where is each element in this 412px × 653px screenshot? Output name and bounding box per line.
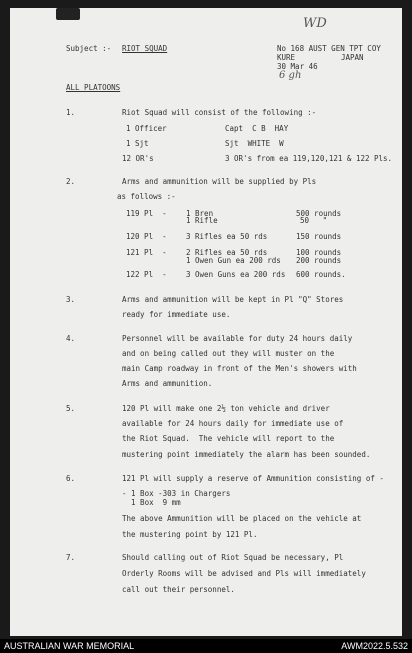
para-2-line: Arms and ammunition will be supplied by Pls <box>122 177 317 186</box>
unit-country: JAPAN <box>341 53 364 62</box>
para-7-line: call out their personnel. <box>122 585 235 594</box>
arms-rounds: 200 rounds <box>296 256 342 265</box>
squad-count: 1 Sjt <box>126 139 149 148</box>
arms-item: 3 Owen Guns ea 200 rds <box>186 270 286 279</box>
para-6-line: - 1 Box -303 in Chargers <box>122 489 231 498</box>
para-4-line: and on being called out they will muster on the <box>122 349 335 358</box>
arms-platoon: 119 Pl - <box>126 209 167 218</box>
para-7-line: Orderly Rooms will be advised and Pls will immediately <box>122 569 366 578</box>
arms-platoon: 120 Pl - <box>126 232 167 241</box>
para-5-line: available for 24 hours daily for immediate use of <box>122 419 344 428</box>
footer-catalog-number: AWM2022.5.532 <box>341 641 408 651</box>
para-1-line: Riot Squad will consist of the following :- <box>122 108 317 117</box>
para-6-number: 6. <box>66 474 76 483</box>
para-4-line: Personnel will be available for duty 24 hours daily <box>122 334 353 343</box>
para-6-line: The above Ammunition will be placed on the vehicle at <box>122 514 362 523</box>
arms-platoon: 121 Pl - <box>126 248 167 257</box>
arms-rounds: 500 rounds <box>296 209 342 218</box>
arms-item: 1 Rifle <box>186 216 218 225</box>
squad-count: 1 Officer <box>126 124 167 133</box>
archive-footer <box>0 639 412 653</box>
tape-mark <box>56 8 80 20</box>
heading-all-platoons: ALL PLATOONS <box>66 83 121 92</box>
para-5-number: 5. <box>66 404 76 413</box>
arms-rounds: 600 rounds. <box>296 270 346 279</box>
arms-rounds: 150 rounds <box>296 232 342 241</box>
footer-source: AUSTRALIAN WAR MEMORIAL <box>4 641 135 651</box>
para-4-line: main Camp roadway in front of the Men's showers with <box>122 364 357 373</box>
arms-platoon: 122 Pl - <box>126 270 167 279</box>
arms-item: 3 Rifles ea 50 rds <box>186 232 268 241</box>
handwritten-copies: 6 gh <box>279 70 302 81</box>
para-4-line: Arms and ammunition. <box>122 379 213 388</box>
squad-detail: Sjt WHITE W <box>225 139 284 148</box>
unit-place: KURE <box>277 53 296 62</box>
para-5-line: mustering point immediately the alarm has been sounded. <box>122 450 371 459</box>
para-3-number: 3. <box>66 295 76 304</box>
para-3-line: ready for immediate use. <box>122 310 231 319</box>
para-6-line: 121 Pl will supply a reserve of Ammunition consisting of - <box>122 474 384 483</box>
squad-count: 12 OR's <box>122 154 154 163</box>
para-6-line: 1 Box 9 mm <box>122 498 181 507</box>
unit-name: No 168 AUST GEN TPT COY <box>277 44 381 53</box>
para-5-line: the Riot Squad. The vehicle will report to the <box>122 434 335 443</box>
squad-detail: 3 OR's from ea 119,120,121 & 122 Pls. <box>225 154 393 163</box>
para-5-line: 120 Pl will make one 2½ ton vehicle and driver <box>122 404 330 413</box>
subject-title: RIOT SQUAD <box>122 44 168 53</box>
para-6-line: the mustering point by 121 Pl. <box>122 530 258 539</box>
arms-item: 1 Bren <box>186 209 214 218</box>
squad-detail: Capt C B HAY <box>225 124 289 133</box>
arms-item: 2 Rifles ea 50 rds <box>186 248 268 257</box>
para-2-number: 2. <box>66 177 76 186</box>
para-7-number: 7. <box>66 553 76 562</box>
para-1-number: 1. <box>66 108 76 117</box>
para-3-line: Arms and ammunition will be kept in Pl "Q" Stores <box>122 295 344 304</box>
arms-item: 1 Owen Gun ea 200 rds <box>186 256 281 265</box>
arms-rounds: 50 " <box>300 216 328 225</box>
para-4-number: 4. <box>66 334 76 343</box>
subject-label: Subject :- <box>66 44 112 53</box>
para-7-line: Should calling out of Riot Squad be necessary, Pl <box>122 553 344 562</box>
document-page <box>10 8 402 636</box>
para-2-line: as follows :- <box>117 192 176 201</box>
document-date: 30 Mar 46 <box>277 62 318 71</box>
handwritten-wd: WD <box>303 16 327 31</box>
arms-rounds: 100 rounds <box>296 248 342 257</box>
